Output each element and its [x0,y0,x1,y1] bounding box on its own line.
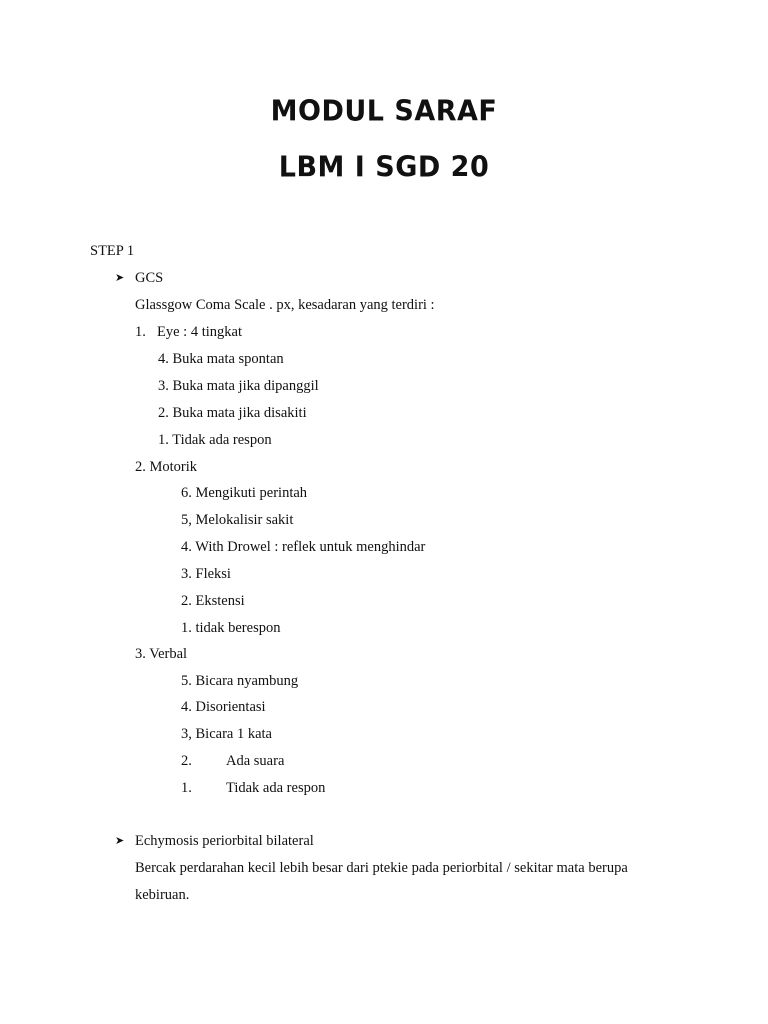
verbal-item-number: 1. [181,780,192,796]
eye-number: 1. [135,324,146,340]
eye-item: 1. Tidak ada respon [158,432,272,448]
document-title-line-1: MODUL SARAF [270,95,498,128]
eye-item: 3. Buka mata jika dipanggil [158,378,319,394]
echymosis-description-line-2: kebiruan. [135,887,190,903]
arrow-bullet-icon: ➤ [115,835,125,847]
echymosis-heading: Echymosis periorbital bilateral [135,833,314,849]
verbal-item-number: 2. [181,753,192,769]
echymosis-description-line-1: Bercak perdarahan kecil lebih besar dari ptekie pada periorbital / sekitar mata berupa [135,860,628,876]
bullet-item-gcs [115,269,163,287]
bullet-item-echymosis [115,832,314,850]
motorik-item: 2. Ekstensi [181,593,245,609]
arrow-bullet-icon: ➤ [115,272,125,284]
eye-heading [135,323,242,341]
verbal-item-text: Ada suara [226,753,285,769]
verbal-item: 4. Disorientasi [181,699,266,715]
verbal-heading: 3. Verbal [135,646,188,662]
motorik-item: 3. Fleksi [181,566,231,582]
motorik-item: 4. With Drowel : reflek untuk menghindar [181,539,426,555]
verbal-item: 3, Bicara 1 kata [181,726,272,742]
verbal-item-text: Tidak ada respon [226,780,326,796]
motorik-item: 5, Melokalisir sakit [181,512,294,528]
eye-label: Eye : 4 tingkat [157,324,242,340]
verbal-item [181,779,325,797]
eye-item: 2. Buka mata jika disakiti [158,405,307,421]
gcs-definition: Glassgow Coma Scale . px, kesadaran yang terdiri : [135,297,435,313]
verbal-item: 5. Bicara nyambung [181,673,299,689]
step-heading: STEP 1 [90,243,135,259]
motorik-heading: 2. Motorik [135,459,198,475]
gcs-heading: GCS [135,270,164,286]
motorik-item: 6. Mengikuti perintah [181,485,308,501]
document-title-line-2: LBM I SGD 20 [278,151,490,184]
eye-item: 4. Buka mata spontan [158,351,284,367]
motorik-item: 1. tidak berespon [181,620,281,636]
verbal-item [181,752,284,770]
